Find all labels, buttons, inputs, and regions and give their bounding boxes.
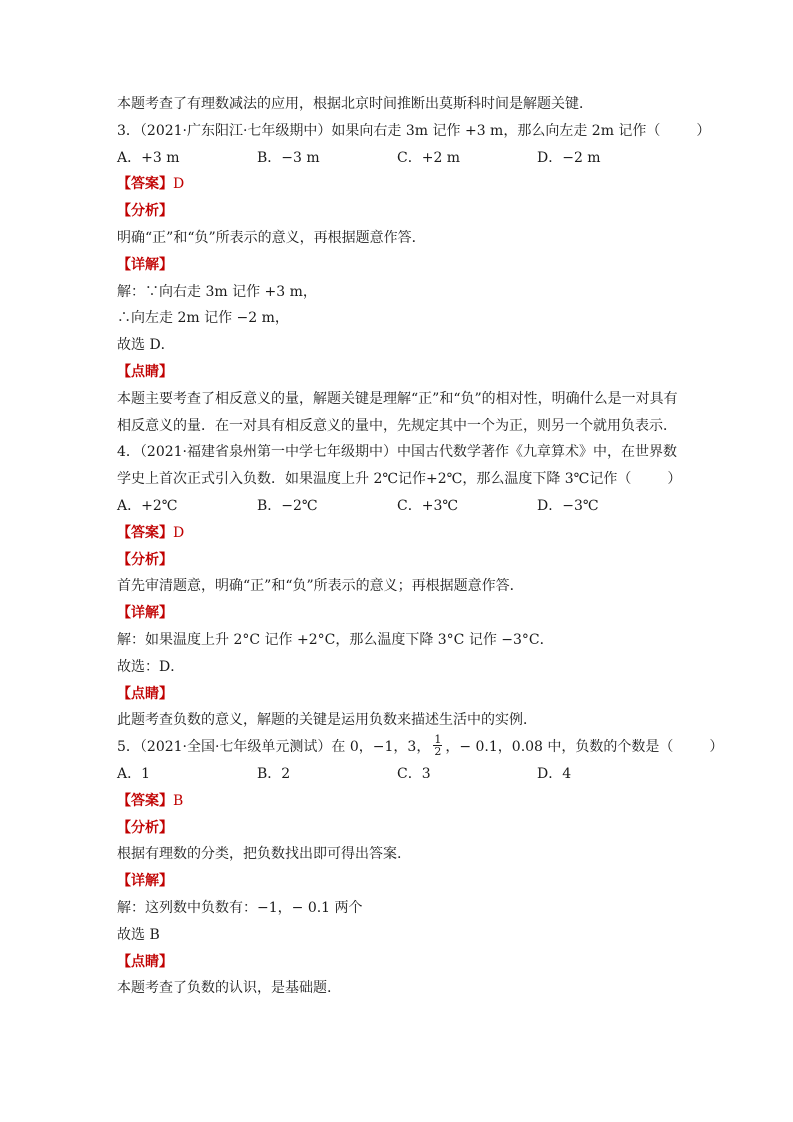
q3-options (117, 145, 717, 172)
fraction-denominator: 2 (434, 744, 442, 758)
q4-answer-value: D (173, 524, 185, 541)
q5-stem-close: ） (709, 739, 724, 756)
comment-label: 【点睛】 (117, 953, 173, 970)
q5-stem-before: 5．（2021·全国·七年级单元测试）在 0，−1，3， (117, 739, 431, 756)
analysis-label: 【分析】 (117, 819, 173, 836)
q5-option-a: A．1 (117, 765, 151, 782)
q5-analysis-text: 根据有理数的分类，把负数找出即可得出答案. (117, 846, 402, 863)
q3-stem (117, 118, 717, 145)
q5-answer-value: B (173, 792, 184, 809)
q4-detail-line-2: 故选：D． (117, 658, 185, 675)
q4-comment-line-1: 此题考查负数的意义，解题的关键是运用负数来描述生活中的实例． (117, 712, 537, 729)
detail-label: 【详解】 (117, 605, 173, 622)
q3-analysis-text: 明确“正”和“负”所表示的意义，再根据题意作答． (117, 229, 426, 246)
document-page (117, 91, 724, 1002)
q5-option-c: C．3 (397, 765, 431, 782)
q5-answer (117, 788, 717, 815)
answer-label: 【答案】 (117, 524, 173, 541)
answer-label: 【答案】 (117, 792, 173, 809)
q3-option-d: D．−2 m (537, 149, 601, 166)
detail-label: 【详解】 (117, 873, 173, 890)
q3-detail-line-2: ∴向左走 2m 记作 −2 m， (117, 310, 289, 327)
q3-option-c: C．+2 m (397, 149, 461, 166)
detail-label: 【详解】 (117, 256, 173, 273)
q3-detail-line-1: 解：∵向右走 3m 记作 +3 m， (117, 283, 317, 300)
one-half-fraction (433, 734, 442, 757)
q4-option-a: A．+2℃ (117, 497, 178, 514)
q3-detail-line-3: 故选 D． (117, 337, 175, 354)
q3-option-a: A．+3 m (117, 149, 180, 166)
q4-option-b: B．−2℃ (257, 497, 318, 514)
answer-label: 【答案】 (117, 176, 173, 193)
q4-answer (117, 520, 717, 547)
q5-detail-line-2: 故选 B (117, 926, 160, 943)
fraction-numerator: 1 (434, 732, 442, 746)
analysis-label: 【分析】 (117, 203, 173, 220)
q3-answer (117, 171, 717, 198)
q4-stem-close: ） (667, 471, 682, 488)
q3-stem-close: ） (696, 122, 711, 139)
intro-text: 本题考查了有理数减法的应用，根据北京时间推断出莫斯科时间是解题关键． (117, 96, 593, 112)
analysis-label: 【分析】 (117, 551, 173, 568)
q5-options (117, 761, 717, 788)
q4-stem-line-1: 4．（2021·福建省泉州第一中学七年级期中）中国古代数学著作《九章算术》中，在世界数 (117, 444, 677, 461)
q3-option-b: B．−3 m (257, 149, 320, 166)
q4-stem-line-2 (117, 466, 717, 493)
q3-stem-text: 3．（2021·广东阳江·七年级期中）如果向右走 3m 记作 +3 m，那么向左走 2m 记作（ (117, 122, 661, 139)
q4-detail-line-1: 解：如果温度上升 2°C 记作 +2°C，那么温度下降 3°C 记作 −3°C． (117, 631, 554, 648)
q4-option-c: C．+3℃ (397, 497, 459, 514)
q3-answer-value: D (173, 176, 185, 193)
q5-detail-line-1: 解：这列数中负数有：−1，− 0.1 两个 (117, 899, 363, 916)
q5-option-b: B．2 (257, 765, 291, 782)
q5-comment-line-1: 本题考查了负数的认识，是基础题. (117, 980, 332, 997)
comment-label: 【点睛】 (117, 363, 173, 380)
q4-analysis-text: 首先审清题意，明确“正”和“负”所表示的意义；再根据题意作答． (117, 578, 524, 595)
q4-stem-text: 学史上首次正式引入负数．如果温度上升 2℃记作+2℃，那么温度下降 3℃记作（ (117, 471, 632, 488)
comment-label: 【点睛】 (117, 685, 173, 702)
q3-comment-line-1: 本题主要考查了相反意义的量，解题关键是理解“正”和“负”的相对性，明确什么是一对具有 (117, 390, 678, 407)
q5-stem-after: ，− 0.1，0.08 中，负数的个数是（ (445, 739, 674, 756)
q4-options (117, 493, 717, 520)
q4-option-d: D．−3℃ (537, 497, 599, 514)
q5-option-d: D．4 (537, 765, 572, 782)
q5-stem (117, 732, 724, 761)
q3-comment-line-2: 相反意义的量．在一对具有相反意义的量中，先规定其中一个为正，则另一个就用负表示． (117, 417, 677, 434)
